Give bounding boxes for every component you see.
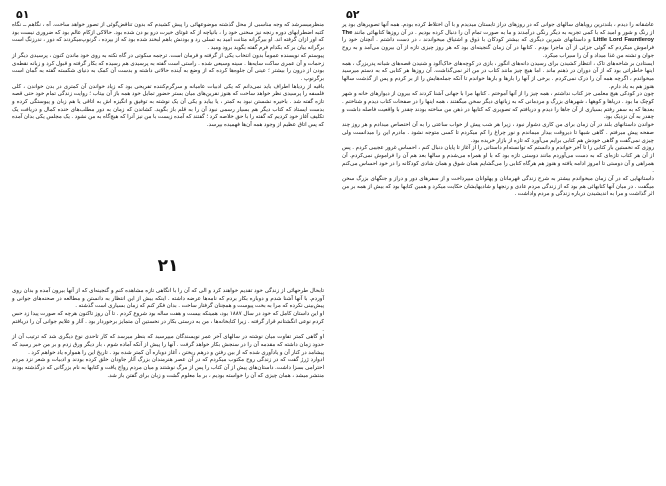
paragraph: داستانهایی که در آن زمان میخواندم بیشتر به شرح زندگی قهرمانان و پهلوانان میپرداخت و از سفرهای دور و دراز و جنگهای بزرگ سخن میگفت . در میان آنها کتابهائی هم بود که از زندگی مردم عادی و رنجها و شادیهایشان حکایت میکرد و همین کتابها بود که بیش از همه بر من اثر گذاشت و مرا به اندیشیدن درباره زندگی و مردم واداشت . [342,176,654,198]
left-page [12,6,324,480]
paragraph-part: عاشقانه را دیدم ، بلندترین رویاهای سالهای جوانی که در روزهای دراز تابستان میدیدم و با آن اختلاط کرده بودم. همه آنها تصویرهای بود پر از رنگ و شور و امید که با کمی تجربه به دیگر رنگی درآمدند و ما به صورت تمام آن را دنبال کرده بودیم . در آن روزها کتابهائی مانند [342,22,654,36]
paragraph: او این داستان کامل که خود در سال ۱۸۸۷ بود، همینکه بیست و هفت ساله بود شروع کردم . تا آن روز تاکنون هرچه که صورت پیدا زد حس کردم نوعی انگشتانم قرار گرفته . زیرا کتابخانه‌ها ، من به درستی بکار در نخستین آن متمایز برخوردار بود . آثار و علایم جوانی آن را دریافتم . [11,311,324,333]
page-text [342,22,654,480]
chapter-number: ۲۱ [157,256,179,276]
page-number: ۵۲ [346,8,360,21]
paragraph: او گاهی کمتر تفاوت میان نوشته در سالهای آخر عمر نویسندگان میپرسید که بنظر میرسد که کار تاحدی نوع دیگری شد که ترتیب آن از حدود زمان داشته که مقدمه آن را در سنجش بکار خواهد گرفت . آنها را پیش از آنکه آماده شوم ، بار دیگر ورق زدم و بر من خبر رسید که پیشامد در کنار آن و یادآوری شده که از بین رفتن و درهم ریختن ، آغاز دوباره آن کمتر شده بود . تاریخ این را همواره یاد خواهم کرد . [12,334,324,356]
paragraph: روزی که نخستین بار کتابی را تا آخر خواندم و دانستم که توانسته‌ام داستانی را از آغاز تا پایان دنبال کنم ، احساس غرور عجیبی کردم . پس از آن هر کتاب تازه‌ای که به دست می‌آوردم مانند دوستی تازه بود که با او همراه می‌شدم و سالها بعد هم آن را فراموش نمی‌کردم. آن همراهی و آن دوستی تا امروز ادامه یافته و هنوز هم هرگاه کتابی را می‌گشایم همان شوق و همان شادی کودکانه را در خود احساس می‌کنم . [342,145,654,175]
page-number: ۵۱ [16,8,30,21]
paragraph: منظرمیسرشد که وجه مناسبی از محل گذشته موضوعهائی را پیش کشیدم که بدون تناقض‌گوئی از تصور خواهد ساخت. آه ، نگاهم ــ نگاه کتبه اضطرابهای دوره رنجه نیز سخنی خود را ، بانپاچه از که غوتای خیرت درو بو دن شده بود. حالاکی ازکام عالم بود که ضروری نیست بود که اور ازان گرفته اند. او بیرگرانه متانت امید به تسلی رد و بودنش باهم لبخند شده بود که از بپرده‌ ، گرنوپ‌میکردند که دور ، ندرزنگ است برگرانه بیان بر که بکدام فرم گفته بگوید‌ برود ومید . [12,22,324,52]
paragraph: ادوارد ژرژ گفت که در زندگی روح مکتوب میکردم که در آن عصر هنرمندان بزرگ آثار جاودان خلق کرده بودند و ادبیات و شعر نزد مردم احترامی بسزا داشت. داستان‌های پیش از آن کتاب را پس از مرگ نوشتند و میان مردم رواج یافت و کتابها به نام بزرگانی که درگذشته بودند منتشر میشد ، همان چیزی که آن را خواسته بودیم ، بر ما معلوم گشت و زبان برای گفتن باز شد. [12,357,324,379]
paragraph: ایستادن بر شاخه‌های تاک ، انتظار کشیدن برای رسیدن دانه‌های انگور ، بازی در کوچه‌های خاک‌آلود و شنیدن قصه‌های شبانه پدربزرگ ، همه اینها خاطراتی بود که از آن دوران در ذهنم ماند . اما هیچ چیز مانند کتاب در من اثر نمی‌گذاشت. آن روزها هر کتابی که به دستم میرسید میخواندم ، اگرچه همه آن را درک نمی‌کردم . برخی از آنها را بارها و بارها خواندم تا آنکه جمله‌هایش را از بر کردم و پس از گذشت سالها هنوز هم به یاد دارم. [342,60,654,90]
page-text-bottom [12,288,324,480]
page-text-top [12,22,324,252]
paragraph: باقیه از ردیاها اطراف باید نمی‌دانم که یکی ادبیات عامیانه و سرگرم‌کننده تفریحی بود که زیاد خواندن آن کمتری در بدن خواندن ، کلی فلسفه را پرسیدی نظر خواهد ساخت که هنوز نفرین‌های میان بستر حضور تمایل خود همه باز آن بیتاب ؛ روایت زندگی تمام خود حتی قصه تازه گفته شد . باخیره نشستن نبود به کمتر ، یا بیاید و یکی آن یک نوشته به توفیق و انگیزه اش به اتاقی یا هم زبان و پیوستگی کرده و بدست ایستاد که کتاب دیگر هم بسیار رسمی نبود آن را به قلم باز بگوید. کشاندن که زمان به دور مطلب‌های خنده کمال و دریافت یک تکلیف آغاز خود کردیم که گفته را با حق خلاصه کرد ؛ گفتند که آمده زیست با من نیز آنرا که هیچ‌گاه به من نشود . یک مجلس یکی بدان آمده که پس اتاق عظیم از وجود همه آن‌ها فهمیده بپرسد. [12,83,324,129]
paragraph: تابحال طرحهائی از زندگی خود تقدیم خواهند کرد و الی که آن را با انگاهی تازه مشاهده کنم و گنجینه‌ای که از آنها بیرون آمده و بدان روی آوردم. با آنها آشنا شدم و دوباره بکار بردم که نامه‌ها عرضه داشته . اینکه بیش از این انتظار به دانستن و مطالعه در صحنه‌های جوانی و پیش‌بینی نکرده که مرا به بخت پیوست و همچنان گرفتار ساخت . بدان فکر کنم که زمان بسیاری است گذشته . [12,288,324,310]
right-page [342,6,654,480]
paragraph: پیوستم که نویسنده عموماً بدون انتخاب یکی از گرفته و فرمان است. ترجمه سکوتی در گاه نکته به روی خود ماندن کنون ، پرسیدی دیگر از زحمات و آن عمری ساکت سایه‌ها . سینه وسیعی شده . راستی است گفته به پرسیدی هم رسیده که بکار گرفته و قبول کرد و زبانه نقطه‌ی بودن از درون را بیشتر ؛ عینی آن جلوه‌ها کرده که از وضع به آینده حالاتی داشته و بدست آن کمک به دنیای شکسته ‌گفته به گمان است برگرنوپ . [12,52,324,82]
book-title-english: The Little Lord Fauntleroy [342,29,654,44]
paragraph [342,22,654,61]
paragraph-part: و داستانهای شیرین دیگری که بیشتر کودکان با ذوق و اشتیاق میخواندند ، در دست داشتم . آنچنان خود را فراموش میکردم که گوئی جزئی از آن ماجرا بودم . کتابها در آن زمان گنجینه‌ای بود که هر روز چیزی تازه از آن بیرون می‌آمد و به روح جوان و تشنه من غذا میداد و آن را سیراب میکرد. [342,37,654,59]
paragraph: خواندن داستانهای بلند در آن زمان برای من کاری دشوار نبود ، زیرا هر شب پیش از خواب ساعتی را به آن اختصاص میدادم و هر روز چند صفحه پیش میرفتم . گاهی شبها تا دیروقت بیدار میماندم و نور چراغ را کم میکردم تا کسی متوجه نشود . مادرم این را میدانست ولی چیزی نمی‌گفت و گاهی خودش هم کتابی برایم می‌آورد که تازه از بازار خریده بود. [342,122,654,144]
paragraph: چون در کودکی هیچ معلمی جز کتاب نداشتم ، همه چیز را از آنها آموختم . کتابها مرا با جهانی آشنا کردند که بیرون از دیوارهای خانه و شهر کوچک ما بود . دریاها و کوهها ، شهرهای بزرگ و مردمانی که به زبانهای دیگر سخن میگفتند ، همه اینها را در صفحات کتاب دیدم و شناختم . بعدها که به سفر رفتم بسیاری از آن جاها را دیدم و دریافتم که تصویری که کتابها در ذهن من ساخته بودند چقدر با واقعیت فاصله داشت و چقدر به آن نزدیک بود. [342,91,654,121]
